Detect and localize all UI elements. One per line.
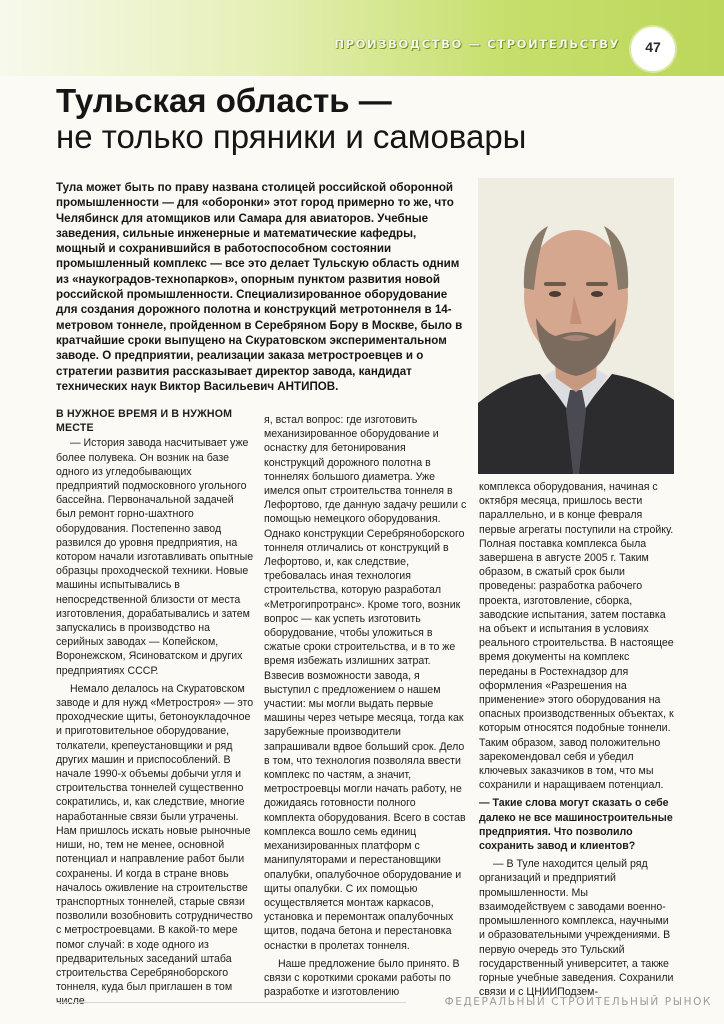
section-subheading: В НУЖНОЕ ВРЕМЯ И В НУЖНОМ МЕСТЕ	[56, 408, 233, 435]
title-line-1: Тульская область —	[56, 82, 392, 119]
body-column-3	[479, 480, 675, 1003]
article-title	[56, 83, 676, 155]
body-column-2	[264, 413, 468, 1003]
title-line-2: не только пряники и самовары	[56, 118, 527, 155]
header-band	[0, 0, 724, 76]
body-column-1	[56, 407, 256, 1013]
body-paragraph: — В Туле находится целый ряд организаций и предприятий промышленности. Мы взаимодействуем с заводами военно-промышленного комплекса, научными и образовательными учреждениями. В первую очередь это Тульский государственный университет, а также горные учебные заведения. Сохранили связи и с ЦНИИПодзем-	[479, 858, 674, 999]
lead-paragraph: Тула может быть по праву названа столицей российской оборонной промышленности — для «оборонки» этот город примерно то же, что Челябинск для атомщиков или Самара для авиаторов. Учебные заведения, сильные инженерные и математические кафедры, мощный и сохранившийся в работоспособном состоянии промышленный комплекс — все это делает Тульскую область одним из «наукоградов-технопарков», опорным пунктом развития новой российской промышленности. Специализированное оборудование для создания дорожного полотна и конструкций метротоннеля в 14-метровом тоннеле, пройденном в Серебряном Бору в Москве, было в кратчайшие сроки выпущено на Скуратовском экспериментальном заводе. О предприятии, реализации заказа метростроевцев и о стратегии развития рассказывает директор завода, кандидат технических наук Виктор Васильевич АНТИПОВ.	[56, 181, 463, 393]
portrait-illustration	[478, 178, 674, 474]
section-label: ПРОИЗВОДСТВО — СТРОИТЕЛЬСТВУ	[334, 37, 620, 51]
director-portrait-photo	[478, 178, 674, 474]
body-paragraph: Немало делалось на Скуратовском заводе и для нужд «Метростроя» — это проходческие щиты, бетоноукладочное и приготовительное оборудование, толкатели, крепеустановщики и ряд других машин и приспособлений. В начале 1990-х объемы добычи угля и строительства тоннелей существенно сократились, и, как следствие, многие наработанные связи были утрачены. Нам пришлось искать новые рыночные ниши, но, тем не менее, основной потенциал и направление работ были сохранены. И когда в стране вновь началось оживление на строительстве транспортных тоннелей, старые связи позволили возобновить сотрудничество с метростроевцами. В какой-то мере помог случай: в ходе одного из предварительных заседаний штаба строительства Серебряноборского тоннеля, куда был приглашен в том	[56, 682, 254, 994]
page-number: 47	[645, 39, 661, 55]
interview-question: — Такие слова могут сказать о себе далеко не все машиностроительные предприятия. Что позволило сохранить завод и клиентов?	[479, 797, 673, 853]
publication-name: ФЕДЕРАЛЬНЫЙ СТРОИТЕЛЬНЫЙ РЫНОК	[444, 996, 712, 1008]
page-number-badge	[631, 27, 675, 71]
body-paragraph: я, встал вопрос: где изготовить механизированное оборудование и оснастку для бетонирования конструкций дорожного полотна в тоннелях большого диаметра. Уже имелся опыт строительства тоннеля в Лефортово, где данную задачу решили с помощью немецкого оборудования. Однако конструкции Серебряноборского тоннеля отличались от конструкций в Лефортово, и, как следствие, требовалась иная технология строительства, которую разработал «Метрогипротранс». Кроме того, возник вопрос — как успеть изготовить оборудование, чтобы уложиться в сжатые сроки строительства, и в то же время избежать излишних затрат. Взвесив возможности завода, я выступил с предложением о нашем участии: мы могли выдать первые машины через четыре месяца, тогда как зарубежные производители запрашивали вдвое больший срок. Дело в том, что технология позволяла ввести комплекс по частям, а значит, метростроевцы могли начать работу, не дожидаясь готовности полного комплекта оборудования. Всего в состав комплекса вошло семь единиц механизированных платформ с манипуляторами и перестановщики опалубки, опалубочное оборудование и щиты опалубки. С их помощью осуществляется монтаж каркасов, установка и перемонтаж опалубочных щитов, подача бетона и перестановка оснастки в пролетах тоннеля.	[264, 414, 467, 952]
body-paragraph: комплекса оборудования, начиная с октября месяца, пришлось вести параллельно, и в конце февраля первые агрегаты поступили на стройку. Полная поставка комплекса была завершена в августе 2005 г. Таким образом, в сжатый срок были проведены: разработка рабочего проекта, изготовление, сборка, заводские испытания, затем поставка на объект и испытания в условиях реального строительства. В настоящее время документы на комплекс переданы в Ростехнадзор для оформления «Разрешения на применение» этого оборудования на опасных производственных объектах, к которым относятся подобные тоннели. Таким образом, завод положительно зарекомендовал себя и убедил ключевых заказчиков в том, что мы сохранили и наращиваем потенциал.	[479, 481, 674, 792]
body-paragraph: Наше предложение было принято. В связи с короткими сроками работы по разработке и изготовлению	[264, 957, 460, 999]
body-paragraph: — История завода насчитывает уже более полувека. Он возник на базе одного из угледобывающих предприятий подмосковного угольного бассейна. Первоначальной задачей был ремонт горно-шахтного оборудования. Постепенно завод развился до уровня предприятия, на котором начали изготавливать опытные образцы проходческой техники. Новые машины испытывались в непосредственной близости от места изготовления, дорабатывались и затем запускались в производство на серийных заводах — Копейском, Воронежском, Ясиноватском и других предприятиях СССР.	[56, 437, 254, 677]
footer-rule	[56, 1002, 406, 1003]
